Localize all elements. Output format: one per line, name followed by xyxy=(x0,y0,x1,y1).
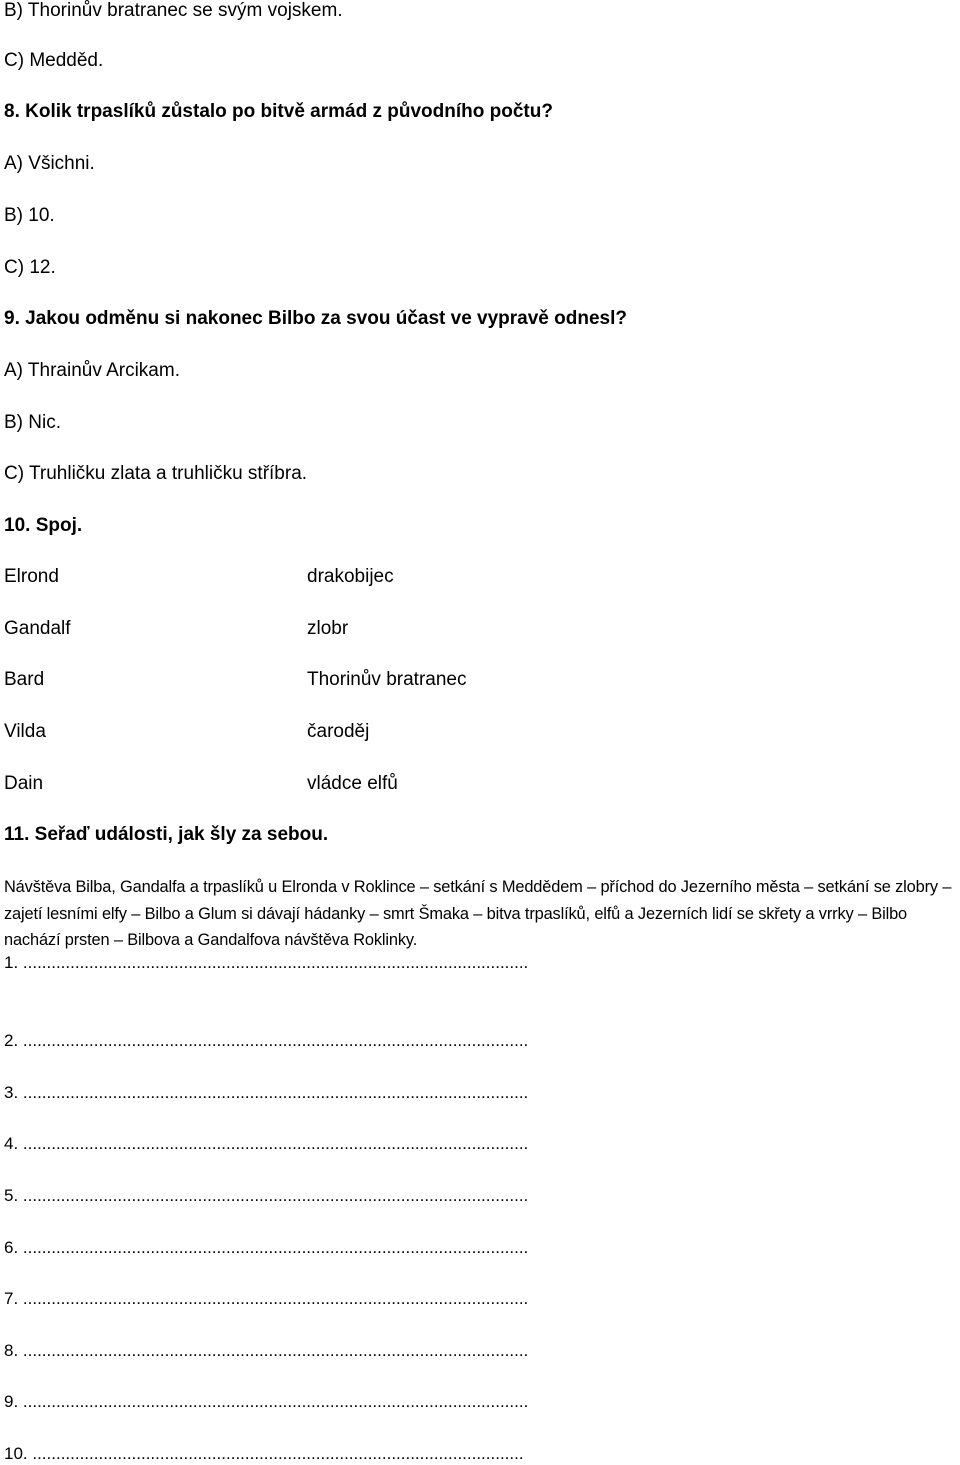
q10-right-item: drakobijec xyxy=(307,566,394,587)
q9-question: 9. Jakou odměnu si nakonec Bilbo za svou účast ve vypravě odnesl? xyxy=(4,308,627,329)
answer-line-2: 2. ........................................................................................................... xyxy=(4,1031,529,1050)
q8-option-c: C) 12. xyxy=(4,257,56,278)
q10-left-item: Bard xyxy=(4,669,45,690)
answer-line-4: 4. ........................................................................................................... xyxy=(4,1134,529,1153)
answer-line-1: 1. ........................................................................................................... xyxy=(4,953,529,972)
answer-line-7: 7. ........................................................................................................... xyxy=(4,1289,529,1308)
q8-option-b: B) 10. xyxy=(4,205,55,226)
q10-right-item: Thorinův bratranec xyxy=(307,669,467,690)
q11-events-paragraph: Návštěva Bilba, Gandalfa a trpaslíků u Elronda v Roklince – setkání s Meddědem – příchod do Jezerního města – setkání se zlobry – zajetí lesními elfy – Bilbo a Glum si dávají hádanky – smrt Šmaka – bitva trpaslíků, elfů a Jezerních lidí se skřety a vrrky – Bilbo nachází prsten – Bilbova a Gandalfova návštěva Roklinky. xyxy=(4,878,952,949)
q11-question: 11. Seřaď události, jak šly za sebou. xyxy=(4,824,329,845)
q10-right-item: zlobr xyxy=(307,618,349,639)
answer-line-8: 8. ........................................................................................................... xyxy=(4,1341,529,1360)
q10-left-item: Gandalf xyxy=(4,618,71,639)
q10-question: 10. Spoj. xyxy=(4,515,83,536)
q8-option-a: A) Všichni. xyxy=(4,153,95,174)
answer-line-3: 3. ........................................................................................................... xyxy=(4,1083,529,1102)
answer-line-10: 10. ........................................................................................................ xyxy=(4,1444,524,1463)
answer-line-9: 9. ........................................................................................................... xyxy=(4,1392,529,1411)
q10-left-item: Vilda xyxy=(4,721,46,742)
answer-line-6: 6. ........................................................................................................... xyxy=(4,1238,529,1257)
q10-left-item: Elrond xyxy=(4,566,59,587)
q9-option-b: B) Nic. xyxy=(4,412,61,433)
q10-left-item: Dain xyxy=(4,773,44,794)
q9-option-c: C) Truhličku zlata a truhličku stříbra. xyxy=(4,463,308,484)
q7-option-c: C) Medděd. xyxy=(4,50,104,71)
answer-line-5: 5. ........................................................................................................... xyxy=(4,1186,529,1205)
q10-right-item: vládce elfů xyxy=(307,773,398,794)
q9-option-a: A) Thrainův Arcikam. xyxy=(4,360,180,381)
q10-right-item: čaroděj xyxy=(307,721,370,742)
q8-question: 8. Kolik trpaslíků zůstalo po bitvě armád z původního počtu? xyxy=(4,101,553,122)
q7-option-b: B) Thorinův bratranec se svým vojskem. xyxy=(4,0,343,21)
